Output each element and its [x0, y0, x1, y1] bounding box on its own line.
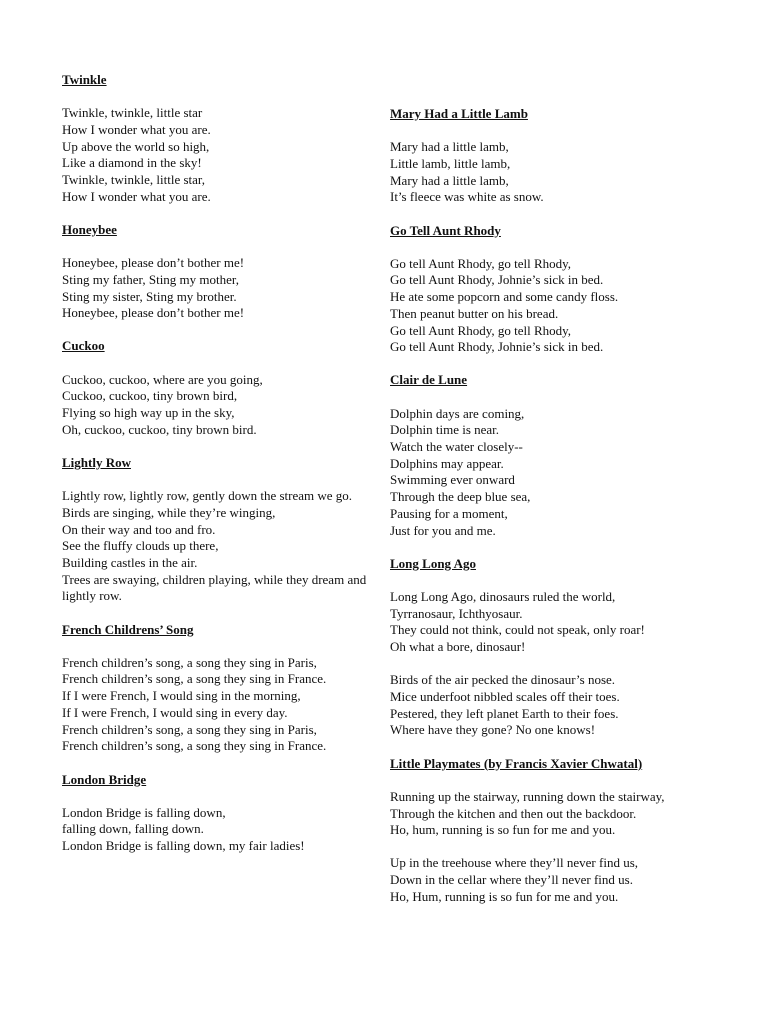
song-title	[390, 756, 720, 773]
song-title	[62, 72, 374, 89]
lyric-line: French children’s song, a song they sing in France.	[62, 738, 327, 754]
lyric-line: See the fluffy clouds up there,	[62, 538, 219, 554]
lyric-line: Where have they gone? No one knows!	[390, 722, 596, 738]
lyric-line: Up above the world so high,	[62, 138, 210, 154]
lyric-line: Then peanut butter on his bread.	[390, 305, 559, 321]
lyric-line: Ho, Hum, running is so fun for me and you.	[390, 888, 619, 904]
stanza	[390, 406, 720, 540]
song-cuckoo	[62, 338, 374, 438]
lyric-line: French children’s song, a song they sing in Paris,	[62, 654, 317, 670]
lyric-line: falling down, falling down.	[62, 821, 204, 837]
song-title-text: London Bridge	[62, 771, 147, 787]
song-title	[390, 372, 720, 389]
lyric-line: Through the kitchen and then out the backdoor.	[390, 805, 637, 821]
lyric-line: Go tell Aunt Rhody, Johnie’s sick in bed.	[390, 272, 604, 288]
lyric-line: Twinkle, twinkle, little star,	[62, 172, 205, 188]
song-title	[390, 556, 720, 573]
lyric-line: Cuckoo, cuckoo, where are you going,	[62, 371, 263, 387]
lyric-line: Trees are swaying, children playing, while they dream and lightly row.	[62, 571, 367, 604]
lyric-line: Little lamb, little lamb,	[390, 155, 511, 171]
song-title-text: Twinkle	[62, 72, 107, 87]
lyric-line: Up in the treehouse where they’ll never find us,	[390, 855, 639, 871]
lyric-line: French children’s song, a song they sing in Paris,	[62, 721, 317, 737]
song-title-text: Lightly Row	[62, 454, 131, 470]
lyric-line: Pausing for a moment,	[390, 505, 508, 521]
lyric-line: Sting my father, Sting my mother,	[62, 271, 239, 287]
song-title-text: Long Long Ago	[390, 555, 476, 571]
song-little-playmates	[390, 756, 720, 906]
song-title	[62, 622, 374, 639]
lyric-line: It’s fleece was white as snow.	[390, 189, 544, 205]
song-title-text: French Childrens’ Song	[62, 621, 194, 637]
lyric-line: Building castles in the air.	[62, 554, 198, 570]
lyric-line: Mary had a little lamb,	[390, 172, 509, 188]
lyric-line: He ate some popcorn and some candy floss.	[390, 289, 619, 305]
song-french-childrens-song	[62, 622, 374, 755]
lyric-line: London Bridge is falling down, my fair ladies!	[62, 838, 305, 854]
song-title	[62, 222, 374, 239]
lyric-line: Mary had a little lamb,	[390, 139, 509, 155]
lyric-line: Flying so high way up in the sky,	[62, 405, 235, 421]
lyric-line: Honeybee, please don’t bother me!	[62, 255, 245, 271]
song-title-text: Little Playmates	[390, 755, 481, 771]
stanza	[62, 805, 374, 855]
lyric-line: On their way and too and fro.	[62, 521, 216, 537]
stanza	[62, 488, 374, 605]
stanza	[390, 789, 720, 839]
stanza	[390, 139, 720, 206]
song-title	[62, 455, 374, 472]
lyric-line: Just for you and me.	[390, 522, 496, 538]
song-byline: (by Francis Xavier Chwatal)	[480, 755, 643, 771]
stanza	[390, 672, 720, 739]
lyric-line: Through the deep blue sea,	[390, 489, 531, 505]
right-column	[390, 106, 720, 922]
song-mary-had-a-little-lamb	[390, 106, 720, 206]
lyric-line: Birds of the air pecked the dinosaur’s nose.	[390, 672, 616, 688]
stanza	[390, 256, 720, 356]
lyric-line: Dolphin time is near.	[390, 422, 500, 438]
stanza	[62, 255, 374, 322]
lyric-line: How I wonder what you are.	[62, 121, 211, 137]
song-title-text: Mary Had a Little Lamb	[390, 106, 528, 121]
lyric-line: Tyrranosaur, Ichthyosaur.	[390, 605, 523, 621]
lyric-line: They could not think, could not speak, only roar!	[390, 622, 645, 638]
song-honeybee	[62, 222, 374, 322]
lyric-line: Dolphins may appear.	[390, 455, 504, 471]
lyric-line: French children’s song, a song they sing in France.	[62, 671, 327, 687]
lyric-line: If I were French, I would sing in every day.	[62, 704, 288, 720]
lyric-line: Go tell Aunt Rhody, go tell Rhody,	[390, 322, 572, 338]
lyric-line: Lightly row, lightly row, gently down the stream we go.	[62, 488, 353, 504]
song-go-tell-aunt-rhody	[390, 223, 720, 356]
lyric-line: Long Long Ago, dinosaurs ruled the world,	[390, 588, 616, 604]
song-title-text: Clair de Lune	[390, 372, 468, 388]
song-title	[390, 223, 720, 240]
lyric-line: Oh what a bore, dinosaur!	[390, 639, 526, 655]
lyric-line: If I were French, I would sing in the morning,	[62, 688, 301, 704]
lyric-line: Honeybee, please don’t bother me!	[62, 305, 245, 321]
lyric-line: Dolphin days are coming,	[390, 405, 525, 421]
lyric-line: Like a diamond in the sky!	[62, 155, 202, 171]
lyric-line: Twinkle, twinkle, little star	[62, 105, 203, 121]
song-title-text: Cuckoo	[62, 338, 105, 354]
lyric-line: Watch the water closely--	[390, 439, 523, 455]
lyric-line: Down in the cellar where they’ll never find us.	[390, 872, 633, 888]
stanza	[62, 372, 374, 439]
lyric-line: Sting my sister, Sting my brother.	[62, 288, 237, 304]
lyric-line: Oh, cuckoo, cuckoo, tiny brown bird.	[62, 421, 257, 437]
lyric-line: Ho, hum, running is so fun for me and you.	[390, 822, 616, 838]
song-title	[62, 772, 374, 789]
song-london-bridge	[62, 772, 374, 855]
stanza	[62, 105, 374, 205]
lyric-line: Pestered, they left planet Earth to their foes.	[390, 705, 619, 721]
song-clair-de-lune	[390, 372, 720, 539]
song-twinkle	[62, 72, 374, 205]
lyric-line: Mice underfoot nibbled scales off their toes.	[390, 688, 620, 704]
lyric-line: Swimming ever onward	[390, 472, 515, 488]
lyric-line: How I wonder what you are.	[62, 188, 211, 204]
stanza	[62, 655, 374, 755]
stanza	[390, 855, 720, 905]
lyric-line: Go tell Aunt Rhody, go tell Rhody,	[390, 255, 572, 271]
song-long-long-ago	[390, 556, 720, 739]
song-title	[62, 338, 374, 355]
lyric-line: Birds are singing, while they’re winging,	[62, 504, 276, 520]
lyric-line: Cuckoo, cuckoo, tiny brown bird,	[62, 388, 238, 404]
left-column	[62, 72, 374, 871]
song-title-text: Go Tell Aunt Rhody	[390, 222, 501, 238]
song-lightly-row	[62, 455, 374, 605]
lyric-line: London Bridge is falling down,	[62, 804, 226, 820]
lyric-line: Go tell Aunt Rhody, Johnie’s sick in bed.	[390, 339, 604, 355]
lyric-line: Running up the stairway, running down the stairway,	[390, 788, 665, 804]
song-title	[390, 106, 720, 123]
song-title-text: Honeybee	[62, 221, 117, 237]
stanza	[390, 589, 720, 656]
